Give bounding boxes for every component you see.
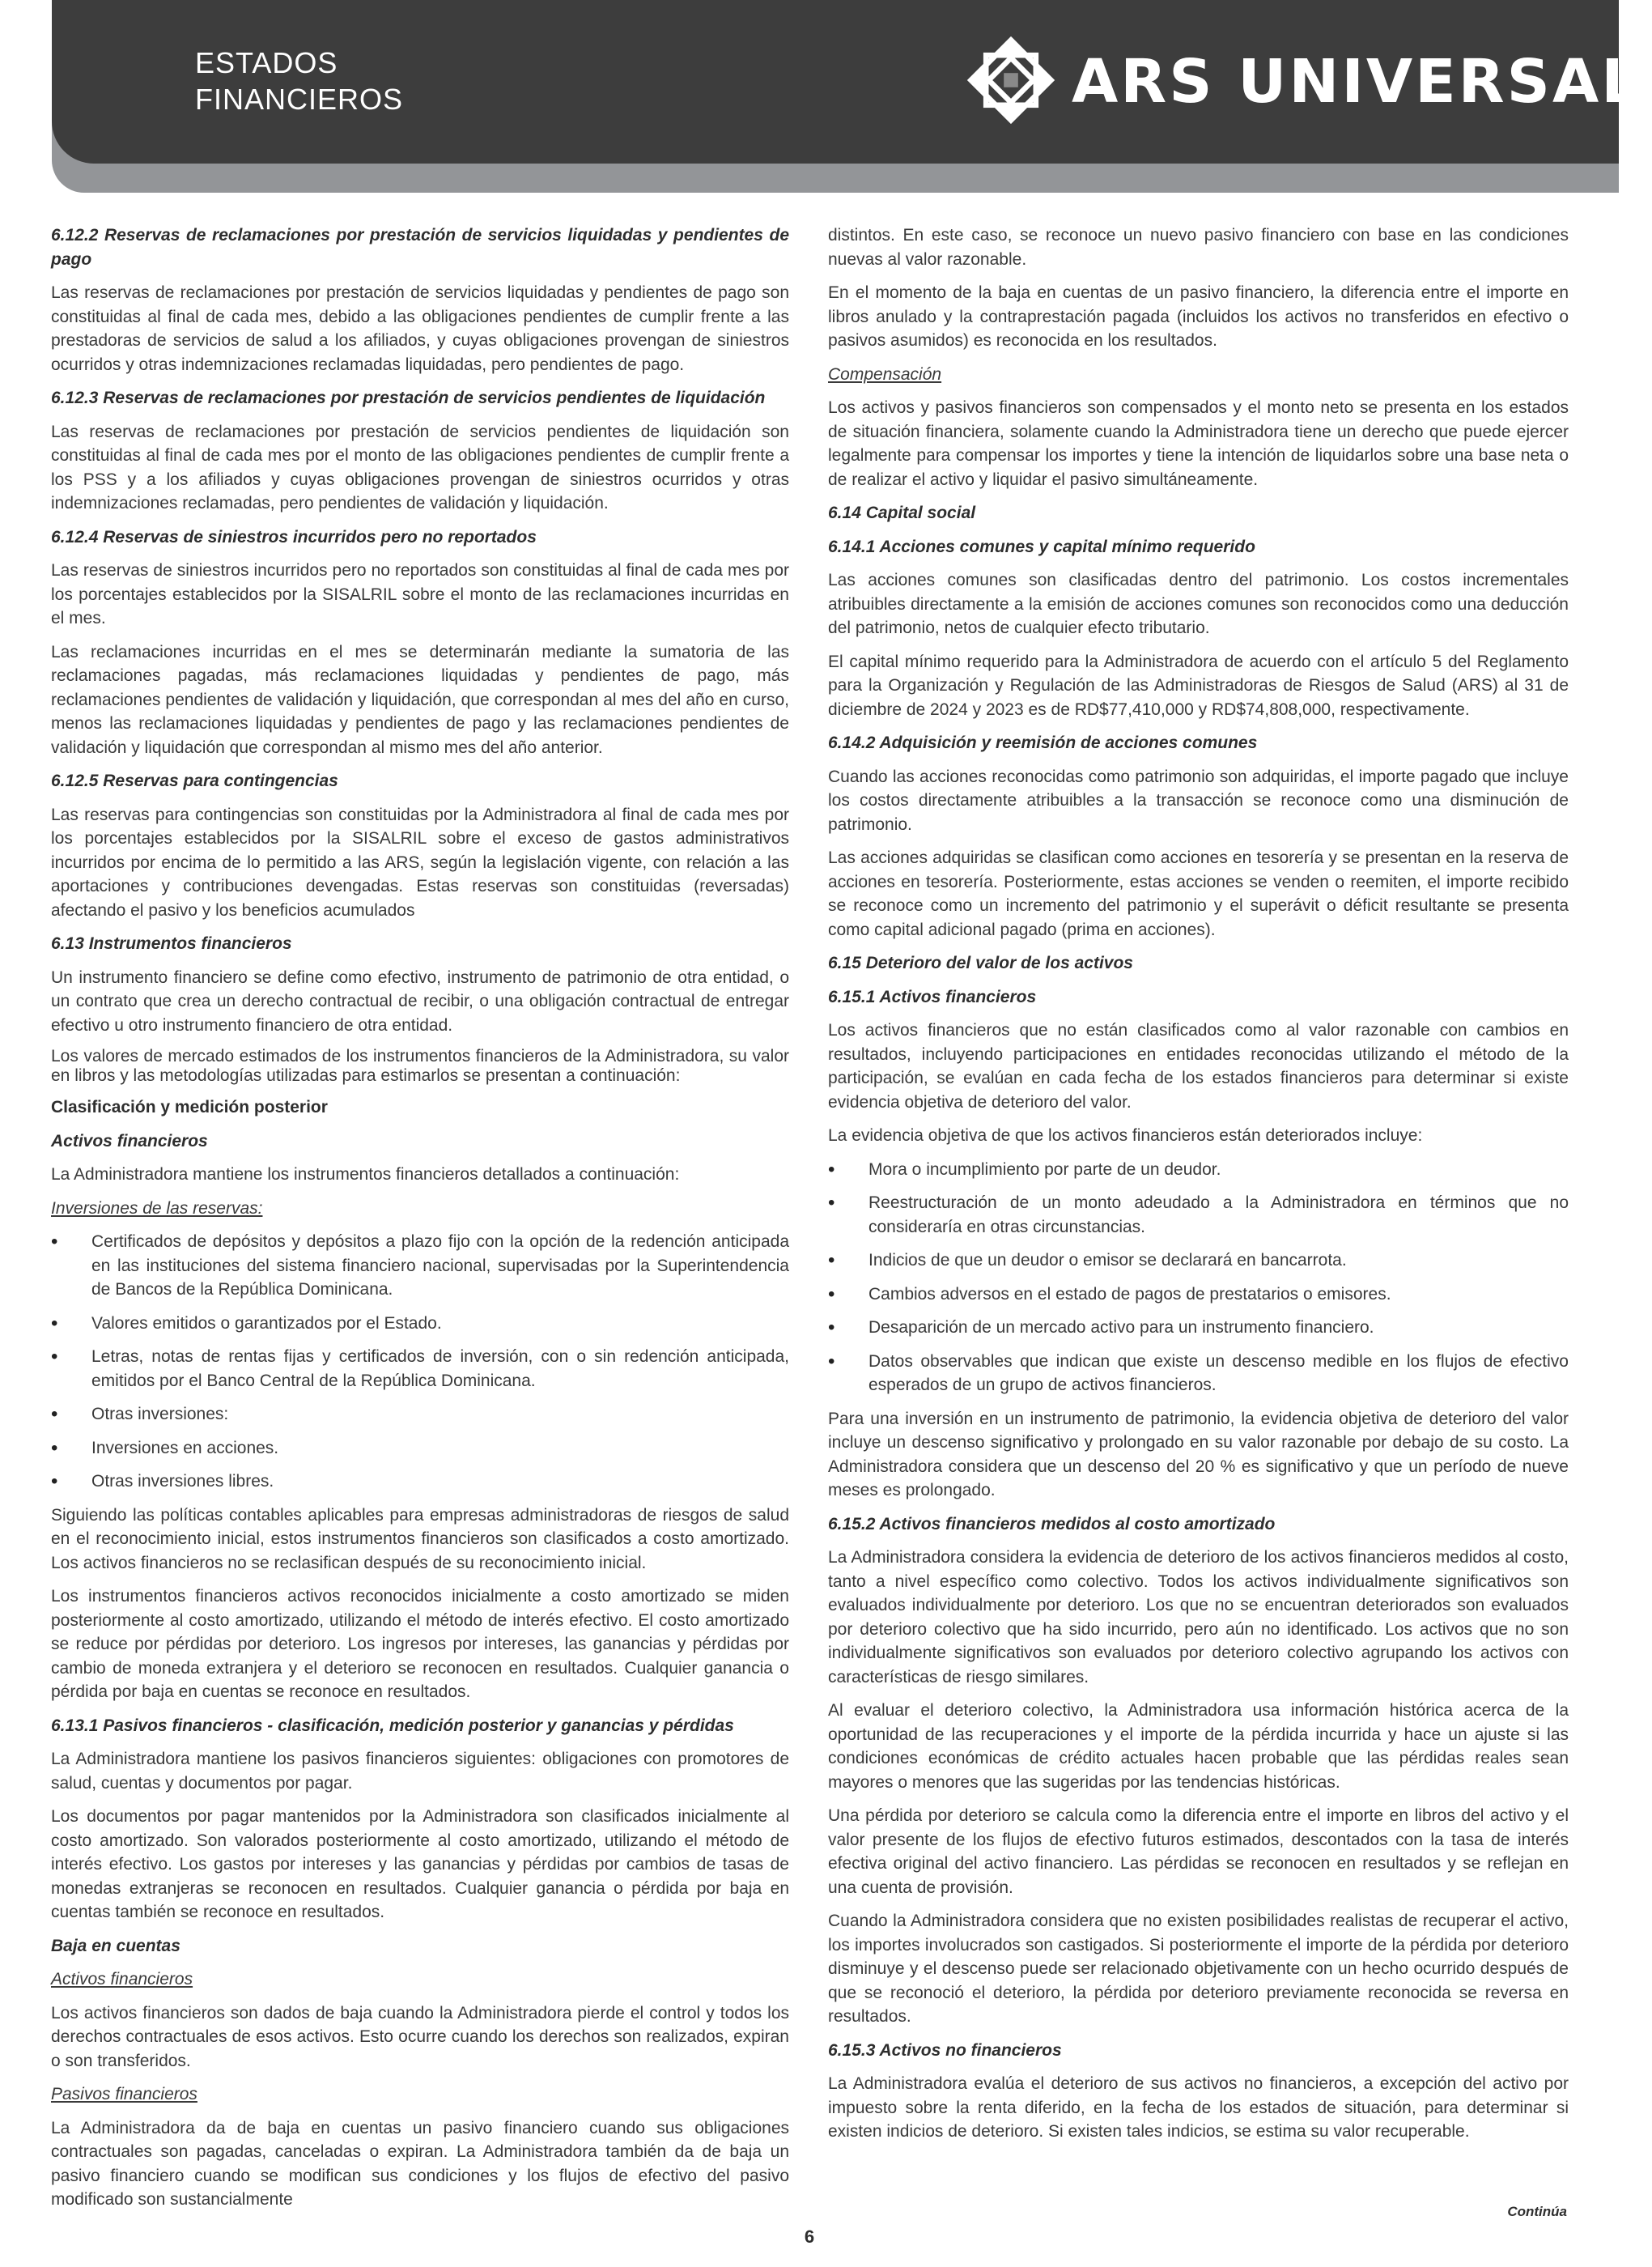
heading-6-15: 6.15 Deterioro del valor de los activos (828, 954, 1133, 972)
list-item: • Otras inversiones: (51, 1402, 789, 1427)
paragraph: La Administradora mantiene los pasivos financieros siguientes: obligaciones con promotores de salud, cuentas y documentos por pagar. (51, 1750, 789, 1793)
investment-list (51, 1230, 789, 1494)
right-column (828, 223, 1569, 2154)
paragraph: Las reservas para contingencias son constituidas por la Administradora al final de cada mes por los porcentajes establecidos por la SISALRIL sobre el exceso de gastos administrativos incurridos por encima de lo permitido a las ARS, según la legislación vigente, con relación a las aportaciones y contribuciones devengadas. Estas reservas son constituidas (reversadas) afectando el pasivo y los beneficios acumulados (51, 805, 789, 920)
heading-6-14-1: 6.14.1 Acciones comunes y capital mínimo requerido (828, 537, 1255, 556)
heading-6-13-1: 6.13.1 Pasivos financieros - clasificación, medición posterior y ganancias y pérdidas (51, 1716, 734, 1735)
list-item: • Reestructuración de un monto adeudado a la Administradora en términos que no consideraría en otras circunstancias. (828, 1191, 1569, 1239)
paragraph: Las acciones comunes son clasificadas dentro del patrimonio. Los costos incrementales atribuibles directamente a la emisión de acciones comunes son reconocidos como una deducción del patrimonio, netos de cualquier efecto tributario. (828, 571, 1569, 637)
paragraph: Una pérdida por deterioro se calcula como la diferencia entre el importe en libros del activo y el valor presente de los flujos de efectivo futuros estimados, descontados con la tasa de interés efectiva original del activo financiero. Las pérdidas se reconocen en resultados y se reflejan en una cuenta de provisión. (828, 1806, 1569, 1897)
paragraph: Cuando la Administradora considera que no existen posibilidades realistas de recuperar el activo, los importes involucrados son castigados. Si posteriormente el importe de la pérdida por deterioro disminuye y el descenso puede ser relacionado objetivamente con un hecho ocurrido después de que se reconoció el deterioro, la pérdida por deterioro previamente reconocida se reversa en resultados. (828, 1912, 1569, 2026)
paragraph: La evidencia objetiva de que los activos financieros están deteriorados incluye: (828, 1126, 1423, 1145)
heading-6-12-3: 6.12.3 Reservas de reclamaciones por prestación de servicios pendientes de liquidación (51, 389, 766, 407)
heading-6-12-2: 6.12.2 Reservas de reclamaciones por prestación de servicios liquidadas y pendientes de pago (51, 226, 789, 269)
report-title-line-2: FINANCIEROS (195, 83, 404, 116)
paragraph: Cuando las acciones reconocidas como patrimonio son adquiridas, el importe pagado que incluye los costos directamente atribuibles a la transacción se reconoce como una disminución de patrimonio. (828, 767, 1569, 834)
ars-universal-logo-text: ARS UNIVERSAL® (1072, 47, 1652, 117)
paragraph: Las reservas de siniestros incurridos pero no reportados son constituidas al final de cada mes por los porcentajes establecidos por la SISALRIL sobre el monto de las reclamaciones incurridas en el mes. (51, 561, 789, 627)
continued-label: Continúa (1507, 2204, 1567, 2219)
heading-6-14: 6.14 Capital social (828, 504, 976, 522)
heading-activos-financieros: Activos financieros (51, 1131, 208, 1151)
paragraph: El capital mínimo requerido para la Administradora de acuerdo con el artículo 5 del Reglamento para la Organización y Regulación de las Administradoras de Riesgos de Salud (ARS) al 31 de diciembre de 2024 y 2023 es de RD$77,410,000 y RD$74,808,000, respectivamente. (828, 652, 1569, 719)
list-item: • Valores emitidos o garantizados por el Estado. (51, 1312, 789, 1336)
paragraph: Los documentos por pagar mantenidos por la Administradora son clasificados inicialmente al costo amortizado. Son valorados posteriormente al costo amortizado, utilizando el método de interés efectivo. Los gastos por intereses y las ganancias y pérdidas por cambios de tasas de monedas extranjeras se reconocen en resultados. Cualquier ganancia o pérdida por baja en cuentas también se reconoce en resultados. (51, 1807, 789, 1921)
paragraph: La Administradora evalúa el deterioro de sus activos no financieros, a excepción del activo por impuesto sobre la renta diferido, en la fecha de los estados de situación, para determinar si existen indicios de deterioro. Si existen tales indicios, se estima su valor recuperable. (828, 2074, 1569, 2141)
heading-baja-en-cuentas: Baja en cuentas (51, 1936, 180, 1955)
heading-6-14-2: 6.14.2 Adquisición y reemisión de acciones comunes (828, 734, 1258, 752)
paragraph: Los activos financieros que no están clasificados como al valor razonable con cambios en resultados, incluyendo participaciones en entidades reconocidas utilizando el método de la participación, se evalúan en cada fecha de los estados financieros para determinar si existe evidencia objetiva de deterioro del valor. (828, 1021, 1569, 1112)
paragraph: Las reclamaciones incurridas en el mes se determinarán mediante la sumatoria de las reclamaciones pagadas, más reclamaciones liquidadas y pendientes de pago, más reclamaciones pendientes de validación y liquidación, que correspondan al mes del año en curso, menos las reclamaciones liquidadas y pendientes de pago y las reclamaciones pendientes de validación y liquidación que correspondan al mismo mes del año anterior. (51, 642, 789, 757)
paragraph: En el momento de la baja en cuentas de un pasivo financiero, la diferencia entre el importe en libros anulado y la contraprestación pagada (incluidos los activos no transferidos en efectivo o pasivos asumidos) es reconocida en los resultados. (828, 283, 1569, 350)
subheading-pasivos-financieros: Pasivos financieros (51, 2085, 197, 2103)
impairment-evidence-list (828, 1158, 1569, 1397)
list-item: • Certificados de depósitos y depósitos a plazo fijo con la opción de la redención anticipada en las instituciones del sistema financiero nacional, supervisadas por la Superintendencia de Bancos de la República Dominicana. (51, 1230, 789, 1302)
list-item: • Letras, notas de rentas fijas y certificados de inversión, con o sin redención anticipada, emitidos por el Banco Central de la República Dominicana. (51, 1345, 789, 1393)
paragraph: Un instrumento financiero se define como efectivo, instrumento de patrimonio de otra entidad, o un contrato que crea un derecho contractual de recibir, o una obligación contractual de entregar efectivo u otro instrumento financiero de otra entidad. (51, 968, 789, 1035)
list-item: • Indicios de que un deudor o emisor se declarará en bancarrota. (828, 1248, 1569, 1273)
heading-6-15-2: 6.15.2 Activos financieros medidos al costo amortizado (828, 1514, 1276, 1533)
heading-6-12-5: 6.12.5 Reservas para contingencias (51, 772, 338, 790)
paragraph: Al evaluar el deterioro colectivo, la Administradora usa información histórica acerca de la oportunidad de las recuperaciones y el importe de la pérdida incurrida y hace un ajuste si las condiciones económicas de crédito actuales hacen probable que las pérdidas reales sean mayores o menores que las sugeridas por las tendencias históricas. (828, 1701, 1569, 1792)
list-item: • Cambios adversos en el estado de pagos de prestatarios o emisores. (828, 1282, 1569, 1307)
paragraph: La Administradora da de baja en cuentas un pasivo financiero cuando sus obligaciones contractuales son pagadas, canceladas o expiran. La Administradora también da de baja un pasivo financiero cuando se modifican sus condiciones y los flujos de efectivo del pasivo modificado son sustancialmente (51, 2118, 789, 2209)
paragraph: Las acciones adquiridas se clasifican como acciones en tesorería y se presentan en la reserva de acciones en tesorería. Posteriormente, estas acciones se venden o reemiten, el importe recibido se reconoce como un incremento del patrimonio y el superávit o déficit resultante se presenta como capital adicional pagado (prima en acciones). (828, 849, 1569, 939)
paragraph: La Administradora considera la evidencia de deterioro de los activos financieros medidos al costo, tanto a nivel específico como colectivo. Todos los activos individualmente significativos son evaluados individualmente por deterioro. Los que no se encuentran deteriorados son evaluados por deterioro colectivo que ha sido incurrido, pero aún no identificado. Los activos que no son individualmente significativos son evaluados por deterioro colectivo agrupando los activos con características de riesgo similares. (828, 1548, 1569, 1686)
list-item: • Otras inversiones libres. (51, 1470, 789, 1494)
heading-6-13: 6.13 Instrumentos financieros (51, 934, 292, 953)
subheading-compensacion: Compensación (828, 364, 942, 384)
paragraph: La Administradora mantiene los instrumentos financieros detallados a continuación: (51, 1165, 680, 1184)
list-item: • Datos observables que indican que existe un descenso medible en los flujos de efectivo esperados de un grupo de activos financieros. (828, 1350, 1569, 1397)
list-item: • Desaparición de un mercado activo para un instrumento financiero. (828, 1316, 1569, 1340)
subheading-activos-financieros: Activos financieros (51, 1970, 193, 1988)
heading-6-12-4: 6.12.4 Reservas de siniestros incurridos pero no reportados (51, 527, 537, 547)
header (52, 0, 1652, 164)
paragraph: Los activos y pasivos financieros son compensados y el monto neto se presenta en los estados de situación financiera, solamente cuando la Administradora tiene un derecho que puede ejercer legalmente para compensar los importes y tiene la intención de liquidarlos sobre una base neta o de realizar el activo y liquidar el pasivo simultáneamente. (828, 398, 1569, 489)
paragraph: Las reservas de reclamaciones por prestación de servicios liquidadas y pendientes de pago son constituidas al final de cada mes, debido a las obligaciones pendientes de cumplir frente a las prestadoras de servicios de salud a los afiliados, y cuyas obligaciones provengan de siniestros ocurridos y otras indemnizaciones reclamadas liquidadas, pero pendientes de pago. (51, 283, 789, 374)
left-column (51, 223, 789, 2222)
paragraph: Los valores de mercado estimados de los instrumentos financieros de la Administradora, su valor en libros y las metodologías utilizadas para estimarlos se presentan a continuación: (51, 1047, 789, 1085)
report-title-line-1: ESTADOS (195, 46, 338, 79)
paragraph: distintos. En este caso, se reconoce un nuevo pasivo financiero con base en las condiciones nuevas al valor razonable. (828, 226, 1569, 269)
paragraph: Los instrumentos financieros activos reconocidos inicialmente a costo amortizado se miden posteriormente al costo amortizado, utilizando el método de interés efectivo. El costo amortizado se reduce por pérdidas por deterioro. Los ingresos por intereses, las ganancias y pérdidas por cambio de moneda extranjera y el deterioro se reconocen en resultados. Cualquier ganancia o pérdida por baja en cuentas se reconoce en resultados. (51, 1587, 789, 1701)
ars-universal-logo-icon (966, 36, 1055, 125)
list-item: • Inversiones en acciones. (51, 1436, 789, 1461)
page-number: 6 (804, 2227, 815, 2247)
heading-6-15-3: 6.15.3 Activos no financieros (828, 2040, 1062, 2060)
paragraph: Los activos financieros son dados de baja cuando la Administradora pierde el control y todos los derechos contractuales de esos activos. Esto ocurre cuando los derechos son realizados, expiran o son transferidos. (51, 2003, 789, 2070)
list-item: • Mora o incumplimiento por parte de un deudor. (828, 1158, 1569, 1182)
subheading-inversiones-reservas: Inversiones de las reservas: (51, 1198, 263, 1218)
paragraph: Siguiendo las políticas contables aplicables para empresas administradoras de riesgos de salud en el reconocimiento inicial, estos instrumentos financieros son clasificados a costo amortizado. Los activos financieros no se reclasifican después de su reconocimiento inicial. (51, 1505, 789, 1572)
heading-6-15-1: 6.15.1 Activos financieros (828, 987, 1037, 1006)
heading-clasificacion: Clasificación y medición posterior (51, 1098, 328, 1116)
report-title (195, 45, 403, 117)
paragraph: Las reservas de reclamaciones por prestación de servicios pendientes de liquidación son constituidas al final de cada mes por el monto de las obligaciones pendientes de cumplir frente a los PSS y a los afiliados y cuyas obligaciones provengan de siniestros ocurridos y otras indemnizaciones reclamadas, pero pendientes de validación y liquidación. (51, 422, 789, 513)
paragraph: Para una inversión en un instrumento de patrimonio, la evidencia objetiva de deterioro del valor incluye un descenso significativo y prolongado en su valor razonable por debajo de su costo. La Administradora considera que un descenso del 20 % es significativo y que un período de nueve meses es prolongado. (828, 1409, 1569, 1499)
